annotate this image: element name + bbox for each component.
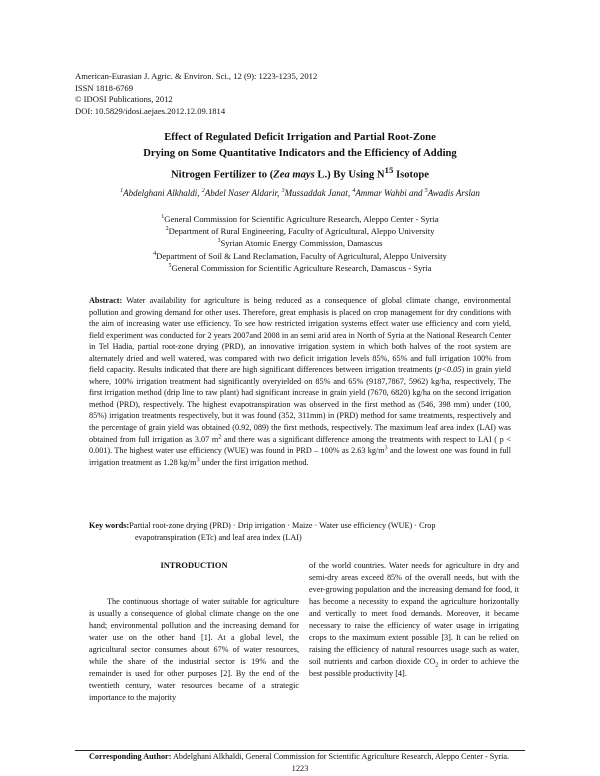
species-name: Zea mays bbox=[273, 169, 315, 181]
journal-copyright: © IDOSI Publications, 2012 bbox=[75, 94, 173, 104]
affiliation: $^5$General Commission for Scientific Agriculture Research, Damascus - Syria bbox=[168, 262, 432, 273]
keywords-line-1: Partial root-zone drying (PRD) · Drip irrigation · Maize · Water use efficiency (WUE) · Crop bbox=[129, 521, 436, 530]
journal-citation: American-Eurasian J. Agric. & Environ. Sci., 12 (9): 1223-1235, 2012 bbox=[75, 71, 318, 81]
intro-paragraph: The continuous shortage of water suitable for agriculture is usually a consequence of global climate change on the one hand; environmental pollution and the increasing demand for water use on the other hand [1]. At a global level, the agricultural sector consumes about 67% of water resources, while the share of the industrial sector is 19% and the remainder is used for other purposes [2]. By the end of the twentieth century, water resources became of a strategic importance to the majority bbox=[89, 597, 299, 703]
abstract-label: Abstract: bbox=[89, 296, 123, 305]
footnote-rule bbox=[75, 750, 525, 751]
journal-meta bbox=[75, 71, 317, 117]
affiliation-list bbox=[75, 213, 525, 274]
journal-doi: DOI: 10.5829/idosi.aejaes.2012.12.09.1814 bbox=[75, 105, 226, 116]
keywords-line-2: evapotranspiration (ETc) and leaf area index (LAI) bbox=[135, 532, 302, 542]
author-name: Mussaddak Janat bbox=[284, 188, 348, 198]
corresponding-author: Corresponding Author: Abdelghani Alkhaldi, General Commission for Scientific Agriculture Research, Aleppo Center - Syria. bbox=[89, 752, 510, 761]
column-right bbox=[309, 560, 519, 680]
author-name: Abdel Naser Aldarir bbox=[204, 188, 278, 198]
keywords bbox=[89, 520, 511, 543]
affiliation: $^1$General Commission for Scientific Agriculture Research, Aleppo Center - Syria bbox=[161, 214, 439, 224]
column-left bbox=[89, 560, 299, 704]
journal-issn: ISSN 1818-6769 bbox=[75, 82, 134, 93]
paper-title bbox=[75, 130, 525, 184]
affiliation: $^3$Syrian Atomic Energy Commission, Damascus bbox=[217, 238, 383, 249]
page-number: 1223 bbox=[291, 764, 309, 773]
abstract: Abstract: Water availability for agriculture is being reduced as a consequence of global climate change, environmental pollution and growing demand for other uses. Therefore, great emphasis is placed on crop management for dry conditions with the aim of increasing water use efficiency. To see how restricted irrigation systems effect water use efficiency and corn yield, field experiment was conducted for 2 years 2007and 2008 in an semi arid area in North of Syria at the National Research Center in Tel Hadia, partial root-zone drying (PRD), an innovative irrigation system in which both halves of the root system are alternately dried and well watered, was compared with two deficit irrigation levels 85%, 65% and full irrigation 100% from field capacity. Results indicated that there are high significant differences between irrigation treatments (p<0.05) in grain yield where, 100% irrigation treatment had significantly overyielded on 85% and 65% (9187,7867, 5962) kg/ha, respectively, The first irrigation method (drip line to raw plant) had significant increase in grain yield (7670, 6820) kg/ha on the second irrigation method (PRD), respectively. The highest evapotranspiration was observed in the first method as (546, 398 mm) under (100, 85%) irrigation treatments respectively, but it was found (352, 311mm) in (PRD) method for same treatments, respectively and the percentage of grain yield was obtained (0.92, 089) the first methods, respectively. The maximum leaf area index (LAI) was obtained from full irrigation as 3.07 $m^2$ and there was a significant difference among the treatments with respect to LAI ( p < 0.001). The highest water use efficiency (WUE) was found in PRD – 100% as 2.63 $kg/m^3$ and the lowest one was found in full irrigation treatment as 1.28 $kg/m^3$ under the first irrigation method. bbox=[89, 296, 512, 467]
title-line-2: Drying on Some Quantitative Indicators and the Efficiency of Adding bbox=[143, 148, 457, 159]
section-heading: INTRODUCTION bbox=[160, 561, 228, 570]
author-name: Abdelghani Alkhaldi bbox=[123, 188, 198, 198]
author-list: $^1$Abdelghani Alkhaldi, $^2$Abdel Naser Aldarir, $^3$Mussaddak Janat, $^4$Ammar Wahbi and $^5$Awadis Arslan bbox=[120, 188, 480, 198]
author-name: Ammar Wahbi and bbox=[355, 188, 423, 198]
keywords-label: Key words: bbox=[89, 521, 130, 530]
intro-paragraph-continued: of the world countries. Water needs for agriculture in dry and semi-dry areas exceed 85% of the overall needs, but with the ever-growing population and the increasing demand for food, it has become a necessity to expand the agriculture horizontally and vertically to meet food demands. Moreover, it became necessary to raise the efficiency of water usage in irrigating crops to the maximum extent possible [3]. It can be relied on raising the efficiency of natural resources usage such as water, soil nutrients and carbon dioxide $CO_2$ in order to achieve the best possible productivity [4]. bbox=[309, 561, 519, 679]
author-name: Awadis Arslan bbox=[427, 188, 480, 198]
affiliation: $^4$Department of Soil & Land Reclamation, Faculty of Agricultural, Aleppo University bbox=[153, 250, 447, 261]
title-line-3: Nitrogen Fertilizer to (Zea mays L.) By Using $N^{15}$ Isotope bbox=[171, 165, 429, 181]
title-line-1: Effect of Regulated Deficit Irrigation and Partial Root-Zone bbox=[164, 132, 436, 143]
affiliation: $^2$Department of Rural Engineering, Faculty of Agricultural, Aleppo University bbox=[165, 226, 435, 237]
